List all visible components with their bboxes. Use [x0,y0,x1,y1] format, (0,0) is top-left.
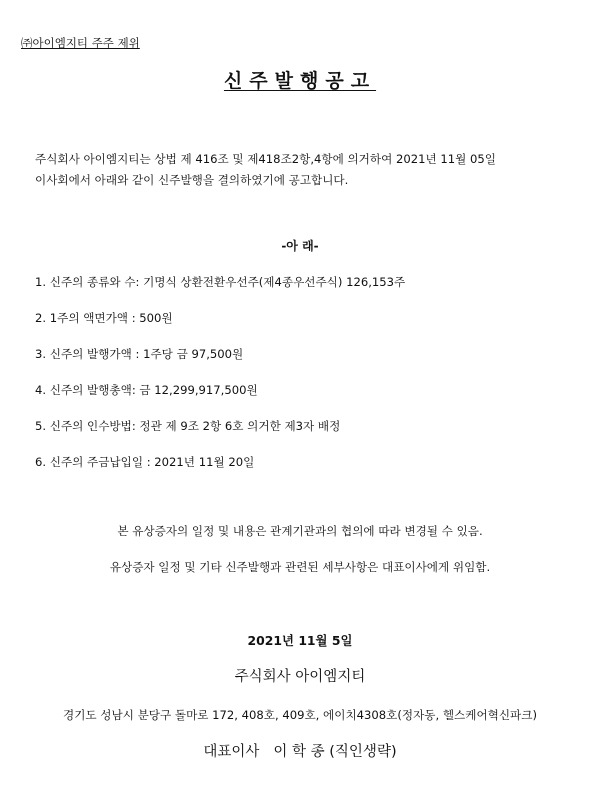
note-2: 유상증자 일정 및 기타 신주발행과 관련된 세부사항은 대표이사에게 위임함. [109,560,491,574]
list-item-3: 3. 신주의 발행가액 : 1주당 금 97,500원 [35,347,244,361]
list-item-5: 5. 신주의 인수방법: 정관 제 9조 2항 6호 의거한 제3자 배정 [35,419,341,433]
company-address: 경기도 성남시 분당구 돌마로 172, 408호, 409호, 에이치4308호(정자동, 헬스케어혁신파크) [63,708,537,722]
intro-paragraph [35,149,496,191]
seal-note: (직인생략) [329,744,397,760]
addressee: ㈜아이엠지티 주주 제위 [21,36,140,50]
notice-date: 2021년 11월 5일 [247,633,353,648]
list-item-1: 1. 신주의 종류와 수: 기명식 상환전환우선주(제4종우선주식) 126,153주 [35,275,406,289]
ceo-name: 이 학 종 [273,744,325,760]
ceo-signature [0,740,600,761]
intro-line-2: 이사회에서 아래와 같이 신주발행을 결의하였기에 공고합니다. [35,173,349,187]
notice-title-text: 신주발행공고 [223,70,377,92]
list-item-6: 6. 신주의 주금납입일 : 2021년 11월 20일 [35,455,255,469]
section-heading-ah-rae: -아 래- [281,239,319,253]
list-item-4: 4. 신주의 발행총액: 금 12,299,917,500원 [35,383,258,397]
note-1: 본 유상증자의 일정 및 내용은 관계기관과의 협의에 따라 변경될 수 있음. [117,524,483,538]
list-item-2: 2. 1주의 액면가액 : 500원 [35,311,173,325]
company-name: 주식회사 아이엠지티 [234,669,366,685]
notice-title [0,66,600,93]
ceo-role: 대표이사 [203,744,260,760]
intro-line-1: 주식회사 아이엠지티는 상법 제 416조 및 제418조2항,4항에 의거하여 2021년 11월 05일 [35,152,496,166]
